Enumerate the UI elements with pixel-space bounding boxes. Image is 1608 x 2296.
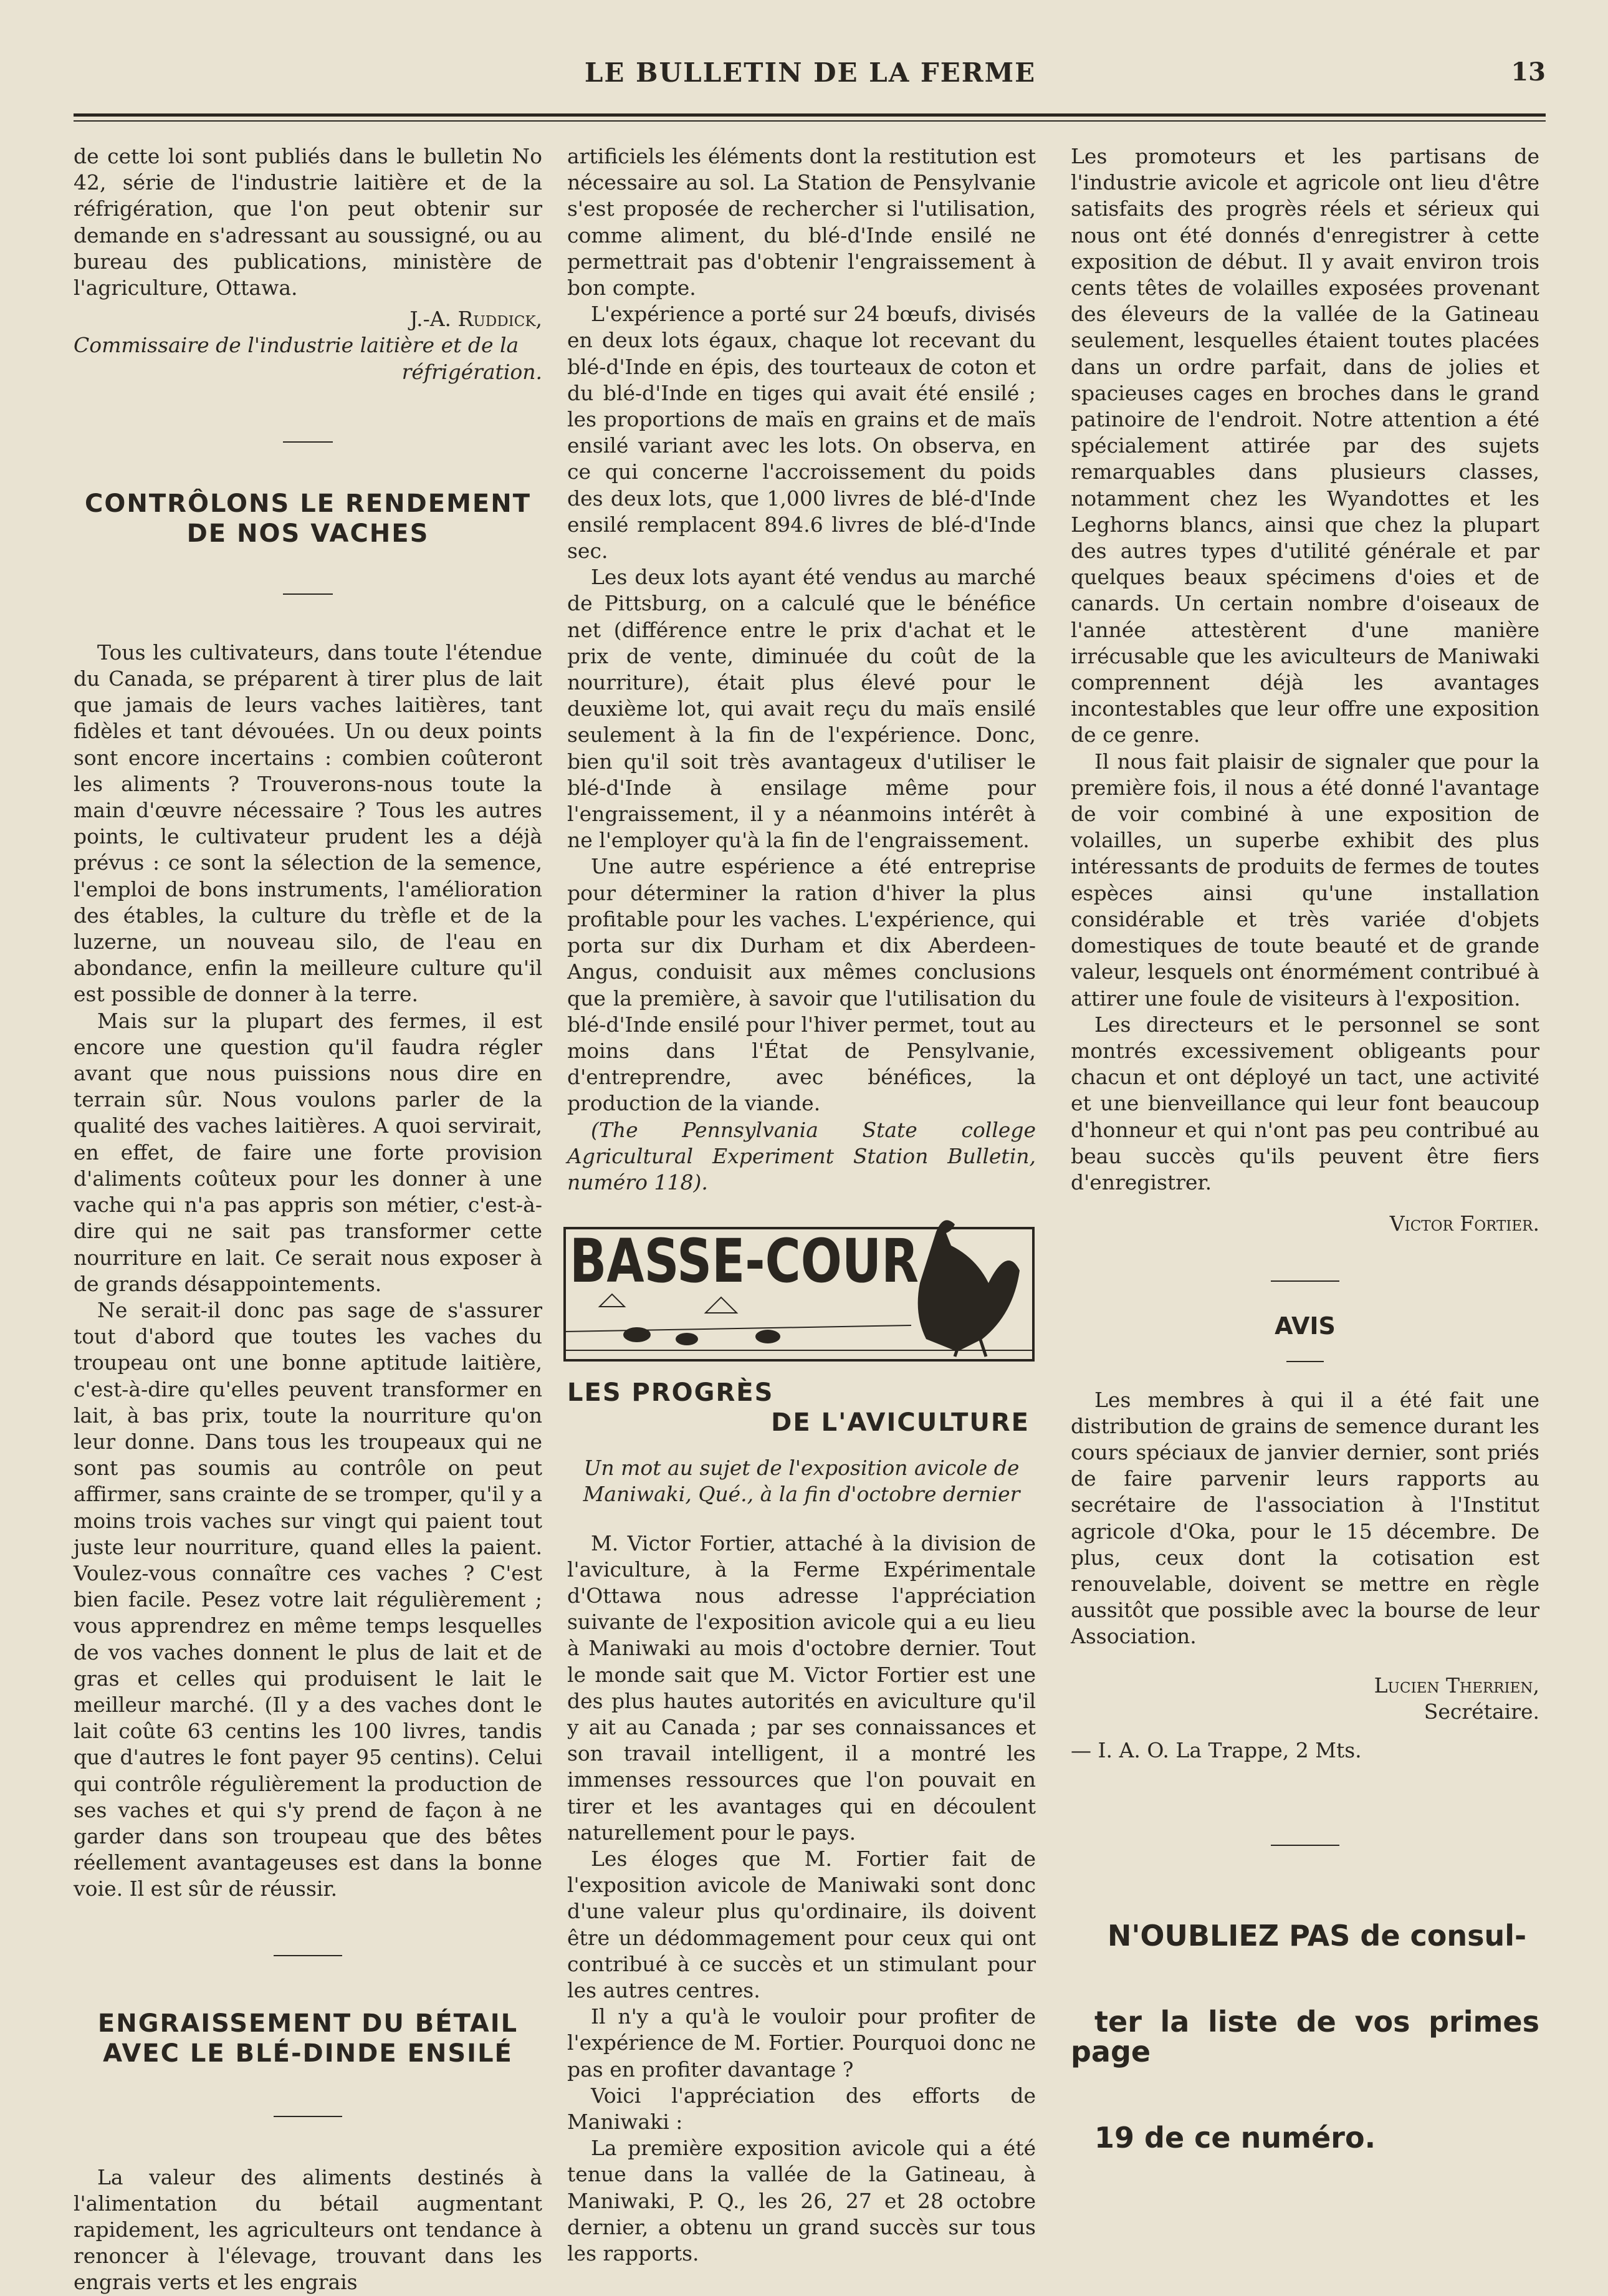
page-header <box>75 57 1546 95</box>
publication-title: LE BULLETIN DE LA FERME <box>584 57 1036 88</box>
article-paragraph: Les deux lots ayant été vendus au marché de Pittsburg, on a calculé que le bénéfice net (différence entre le prix d'achat et le prix de vente, diminuée du coût de la nourriture), était plus élevé pour le deuxième lot, qui avait reçu du maïs ensilé seulement à la fin de l'expérience. Donc, bien qu'il soit très avantageux d'utiliser le blé-d'Inde à ensilage même pour l'engraissement, il y a néanmoins intérêt à ne l'employer qu'à la fin de l'engraissement. <box>567 565 1036 853</box>
article-title-line2: DE L'AVICULTURE <box>771 1408 1030 1438</box>
article-title-line2: DE NOS VACHES <box>186 519 429 548</box>
avis-signature-title: Secrétaire. <box>1424 1699 1539 1724</box>
header-rule-thick <box>74 113 1546 117</box>
notice-line-2: ter la liste de vos primes page <box>1071 2005 1539 2069</box>
article-paragraph: artificiels les éléments dont la restitution est nécessaire au sol. La Station de Pensylvanie s'est proposée de rechercher si l'utilisation, comme aliment, du blé-d'Inde ensilé ne permettrait pas d'obtenir l'engraissement à bon compte. <box>567 144 1036 300</box>
signature-fortier: Victor Fortier. <box>1389 1211 1539 1236</box>
signature-title-line2: réfrigération. <box>401 359 542 384</box>
article-title-engraissement <box>74 2009 542 2068</box>
section-divider <box>274 1955 342 1956</box>
section-divider <box>283 441 333 443</box>
intro-paragraph: de cette loi sont publiés dans le bulletin No 42, série de l'industrie laitière et de la réfrigération, que l'on peut obtenir sur demande en s'adressant au soussigné, ou au bureau des publications, ministère de l'agriculture, Ottawa. <box>74 144 542 300</box>
article-subhead: Un mot au sujet de l'exposition avicole de Maniwaki, Qué., à la fin d'octobre dernier <box>583 1456 1020 1507</box>
article-paragraph: La valeur des aliments destinés à l'alimentation du bétail augmentant rapidement, les agriculteurs ont tendance à renoncer à l'élevage, trouvant dans les engrais verts et les engrais <box>74 2164 542 2295</box>
article-paragraph: La première exposition avicole qui a été tenue dans la vallée de la Gatineau, à Maniwaki, P. Q., les 26, 27 et 28 octobre dernier, a obtenu un grand succès sur tous les rapports. <box>567 2136 1036 2266</box>
article-paragraph: Il n'y a qu'à le vouloir pour profiter de l'expérience de M. Fortier. Pourquoi donc ne pas en profiter davantage ? <box>567 2004 1036 2082</box>
citation: (The Pennsylvania State college Agricultural Experiment Station Bulletin, numéro 118). <box>567 1117 1036 1194</box>
title-divider <box>274 2116 342 2117</box>
banner-title: BASSE-COUR <box>570 1226 919 1297</box>
column-1 <box>74 143 542 2296</box>
section-divider <box>1271 1280 1339 1282</box>
article-paragraph: Mais sur la plupart des fermes, il est encore une question qu'il faudra régler avant que nous puissions nous dire en terrain sûr. Nous voulons parler de la qualité des vaches laitières. A quoi servirait, en effet, de faire une forte provision d'aliments coûteux pour les donner à une vache qui n'a pas appris son métier, c'est-à-dire qui ne sait pas transformer cette nourriture en lait. Ce serait nous exposer à de grands désappointements. <box>74 1008 542 1296</box>
article-title-controlons <box>74 489 542 549</box>
rooster-illustration <box>562 1207 1036 1363</box>
notice-line-1: N'OUBLIEZ PAS de consul- <box>1107 1919 1527 1953</box>
article-paragraph: M. Victor Fortier, attaché à la division de l'aviculture, à la Ferme Expérimentale d'Ottawa nous adresse l'appréciation suivante de l'exposition avicole qui a eu lieu à Maniwaki au mois d'octobre dernier. Tout le monde sait que M. Victor Fortier est une des plus hautes autorités en aviculture qu'il y ait au Canada ; par ses connaissances et son travail intelligent, il a montré les immenses ressources que l'on pouvait en tirer et les avantages qui en découlent naturellement pour le pays. <box>567 1530 1036 1845</box>
column-3 <box>1071 143 1539 2153</box>
article-title-line1: ENGRAISSEMENT DU BÉTAIL <box>97 2009 519 2038</box>
article-paragraph: Une autre espérience a été entreprise pour déterminer la ration d'hiver la plus profitable pour les vaches. L'expérience, qui porta sur dix Durham et dix Aberdeen-Angus, conduisit aux mêmes conclusions que la première, à savoir que l'utilisation du blé-d'Inde ensilé pour l'hiver permet, tout au moins dans l'État de Pensylvanie, d'entreprendre, avec bénéfices, la production de la viande. <box>567 854 1036 1116</box>
notice-line-3: 19 de ce numéro. <box>1094 2121 1376 2155</box>
page-number: 13 <box>1511 57 1546 87</box>
article-title-line1: LES PROGRÈS <box>567 1378 774 1408</box>
article-paragraph: Voici l'appréciation des efforts de Maniwaki : <box>567 2083 1036 2134</box>
avis-paragraph: Les membres à qui il a été fait une distribution de grains de semence durant les cours spéciaux de janvier dernier, sont priés de faire parvenir leurs rapports au secrétaire de l'association à l'Institut agricole d'Oka, pour le 15 décembre. De plus, ceux dont la cotisation est renouvelable, doivent se mettre en règle aussitôt que possible avec la bourse de leur Association. <box>1071 1387 1539 1649</box>
signature-title-line1: Commissaire de l'industrie laitière et de la <box>74 333 519 358</box>
section-divider <box>1271 1845 1339 1846</box>
article-paragraph: Il nous fait plaisir de signaler que pour la première fois, il nous a été donné l'avantage de voir combiné à une exposition de volailles, un superbe exhibit des plus intéressants de produits de fermes de toutes espèces ainsi qu'une installation considérable et très variée d'objets domestiques de toute beauté et de grande valeur, lesquels ont énormément contribué à attirer une foule de visiteurs à l'exposition. <box>1071 749 1539 1011</box>
article-paragraph: Les directeurs et le personnel se sont montrés excessivement obligeants pour chacun et ont déployé un tact, une activité et une bienveillance qui leur font beaucoup d'honneur et qui n'ont pas peu contribué au beau succès qu'ils peuvent être fiers d'enregistrer. <box>1071 1012 1539 1194</box>
basse-cour-banner <box>562 1207 1036 1363</box>
header-rule-thin <box>74 120 1546 122</box>
title-divider <box>283 593 333 595</box>
article-title-line1: CONTRÔLONS LE RENDEMENT <box>85 489 531 518</box>
article-paragraph: Les éloges que M. Fortier fait de l'exposition avicole de Maniwaki sont donc d'une valeur plus qu'ordinaire, ils doivent être un dédommagement pour ceux qui ont contribué à ce succès et un stimulant pour les autres centres. <box>567 1846 1036 2002</box>
avis-title: AVIS <box>1275 1312 1336 1340</box>
article-paragraph: L'expérience a porté sur 24 bœufs, divisés en deux lots égaux, chaque lot recevant du blé-d'Inde en épis, des tourteaux de coton et du blé-d'Inde en tiges qui avait été ensilé ; les proportions de maïs en grains et de maïs ensilé variant avec les lots. On observa, en ce qui concerne l'accroissement du poids des deux lots, que 1,000 livres de blé-d'Inde ensilé remplacent 894.6 livres de blé-d'Inde sec. <box>567 302 1036 564</box>
article-title-progres <box>567 1378 1036 1438</box>
article-paragraph: Tous les cultivateurs, dans toute l'étendue du Canada, se préparent à tirer plus de lait que jamais de leurs vaches laitières, tant fidèles et tant dévouées. Un ou deux points sont encore incertains : combien coûteront les aliments ? Trouverons-nous toute la main d'œuvre nécessaire ? Tous les autres points, le cultivateur prudent les a déjà prévus : ce sont la sélection de la semence, l'emploi de bons instruments, l'amélioration des étables, la culture du trèfle et de la luzerne, un nouveau silo, de l'eau en abondance, enfin la meilleure culture qu'il est possible de donner à la terre. <box>74 640 542 1007</box>
column-2 <box>567 143 1036 2267</box>
article-paragraph: Ne serait-il donc pas sage de s'assurer tout d'abord que toutes les vaches du troupeau ont une bonne aptitude laitière, c'est-à-dire qu'elles peuvent transformer en lait, à bas prix, toute la nourriture qu'on leur donne. Dans tous les troupeaux qui ne sont pas soumis au contrôle on peut affirmer, sans crainte de se tromper, qu'il y a moins trois vaches sur vingt qui paient tout juste leur nourriture, quand elles la paient. Voulez-vous connaître ces vaches ? C'est bien facile. Pesez votre lait régulièrement ; vous apprendrez en même temps lesquelles de vos vaches donnent le plus de lait et de gras et celles qui produisent le lait le meilleur marché. (Il y a des vaches dont le lait coûte 63 centins les 100 livres, tandis que d'autres le font payer 95 centins). Celui qui contrôle régulièrement la production de ses vaches et qui s'y prend de façon à ne garder dans son troupeau que des bêtes réellement avantageuses est dans la bonne voie. Il est sûr de réussir. <box>74 1297 542 1901</box>
article-title-line2: AVEC LE BLÉ-DINDE ENSILÉ <box>103 2039 513 2068</box>
article-paragraph: Les promoteurs et les partisans de l'industrie avicole et agricole ont lieu d'être satisfaits des progrès réels et sérieux qui nous ont été donnés d'enregistrer à cette exposition de début. Il y avait environ trois cents têtes de volailles exposées provenant des éleveurs de la vallée de la Gatineau seulement, lesquelles étaient toutes placées dans un ordre parfait, dans de jolies et spacieuses cages en broches dans le grand patinoire de l'endroit. Notre attention a été spécialement attirée par des sujets remarquables dans plusieurs classes, notamment chez les Wyandottes et les Leghorns blancs, ainsi que chez la plupart des autres types d'utilité générale et par quelques beaux spécimens d'oies et de canards. Un certain nombre d'oiseaux de l'année attestèrent d'une manière irrécusable que les aviculteurs de Maniwaki comprennent déjà les avantages incontestables que leur offre une exposition de ce genre. <box>1071 144 1539 747</box>
signature-ruddick: J.-A. Ruddick, <box>409 307 542 332</box>
title-divider <box>1286 1361 1324 1362</box>
avis-signature-name: Lucien Therrien, <box>1374 1673 1539 1698</box>
iao-line: — I. A. O. La Trappe, 2 Mts. <box>1071 1737 1362 1762</box>
